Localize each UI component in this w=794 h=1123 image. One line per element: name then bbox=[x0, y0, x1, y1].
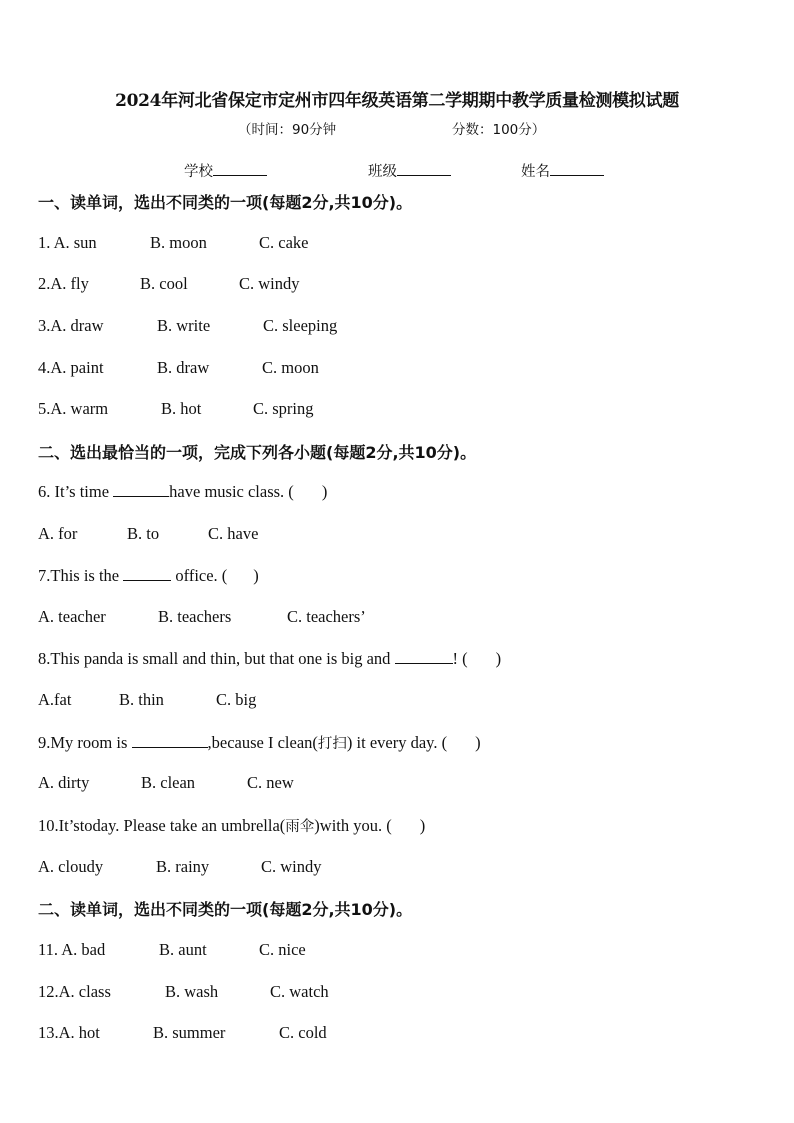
q11-option-a: 11. A. bad bbox=[38, 940, 106, 959]
name-field bbox=[521, 160, 604, 181]
q1-option-c: C. cake bbox=[259, 233, 309, 252]
section-1-heading: 一、读单词，选出不同类的一项(每题2分,共10分)。 bbox=[38, 193, 413, 212]
q10-chinese-hint: 雨伞 bbox=[285, 819, 315, 835]
q8-end: ) bbox=[495, 649, 502, 668]
name-label: 姓名 bbox=[521, 164, 550, 180]
q11-option-c: C. nice bbox=[259, 940, 306, 959]
q7-option-a: A. teacher bbox=[38, 607, 106, 626]
q4-option-c: C. moon bbox=[262, 358, 319, 377]
q9-option-b: B. clean bbox=[141, 773, 196, 792]
q10-option-a: A. cloudy bbox=[38, 857, 104, 876]
q4-option-b: B. draw bbox=[157, 358, 210, 377]
q7-option-c: C. teachers’ bbox=[287, 607, 366, 626]
q3-option-a: 3.A. draw bbox=[38, 316, 104, 335]
q9-blank[interactable] bbox=[132, 733, 208, 748]
q6-end: ) bbox=[321, 482, 328, 501]
q7-post: office. ( bbox=[175, 566, 228, 585]
page-title: 2024年河北省保定市定州市四年级英语第二学期期中教学质量检测模拟试题 bbox=[115, 91, 679, 111]
q13-option-a: 13.A. hot bbox=[38, 1023, 100, 1042]
q10-option-b: B. rainy bbox=[156, 857, 210, 876]
q5-option-b: B. hot bbox=[161, 399, 202, 418]
q6-post: have music class. ( bbox=[169, 482, 294, 501]
q2-option-a: 2.A. fly bbox=[38, 274, 89, 293]
q8-blank[interactable] bbox=[395, 649, 453, 664]
total-score: 分数：100分） bbox=[452, 122, 546, 138]
school-field bbox=[184, 160, 267, 181]
q7-pre: 7.This is the bbox=[38, 566, 120, 585]
q6-option-c: C. have bbox=[208, 524, 259, 543]
q10-stem bbox=[38, 815, 425, 836]
q8-option-c: C. big bbox=[216, 690, 257, 709]
q11-option-b: B. aunt bbox=[159, 940, 207, 959]
q12-option-c: C. watch bbox=[270, 982, 329, 1001]
section-2-heading: 二、选出最恰当的一项，完成下列各小题(每题2分,共10分)。 bbox=[38, 443, 477, 462]
q12-option-a: 12.A. class bbox=[38, 982, 111, 1001]
q6-option-a: A. for bbox=[38, 524, 78, 543]
q12-option-b: B. wash bbox=[165, 982, 219, 1001]
q9-pre: 9.My room is bbox=[38, 733, 128, 752]
q9-post: ) it every day. ( bbox=[346, 733, 448, 752]
q1-option-b: B. moon bbox=[150, 233, 207, 252]
q13-option-c: C. cold bbox=[279, 1023, 327, 1042]
q10-end: ) bbox=[419, 816, 426, 835]
q10-option-c: C. windy bbox=[261, 857, 322, 876]
q13-option-b: B. summer bbox=[153, 1023, 226, 1042]
q4-option-a: 4.A. paint bbox=[38, 358, 104, 377]
q1-option-a: 1. A. sun bbox=[38, 233, 97, 252]
q10-post: )with you. ( bbox=[314, 816, 392, 835]
q8-option-a: A.fat bbox=[38, 690, 72, 709]
section-3-heading: 二、读单词，选出不同类的一项(每题2分,共10分)。 bbox=[38, 900, 413, 919]
q9-chinese-hint: 打扫 bbox=[317, 736, 347, 752]
q5-option-c: C. spring bbox=[253, 399, 314, 418]
class-blank[interactable] bbox=[397, 161, 451, 176]
q8-option-b: B. thin bbox=[119, 690, 164, 709]
q6-blank[interactable] bbox=[113, 482, 169, 497]
q2-option-b: B. cool bbox=[140, 274, 188, 293]
q9-end: ) bbox=[475, 733, 481, 752]
q7-blank[interactable] bbox=[123, 566, 171, 581]
school-blank[interactable] bbox=[213, 161, 267, 176]
q8-pre: 8.This panda is small and thin, but that one is big and bbox=[38, 649, 391, 668]
q8-post: ! ( bbox=[452, 649, 468, 668]
time-limit: （时间：90分钟 bbox=[238, 122, 337, 138]
q9-option-a: A. dirty bbox=[38, 773, 90, 792]
q3-option-c: C. sleeping bbox=[263, 316, 338, 335]
name-blank[interactable] bbox=[550, 161, 604, 176]
q2-option-c: C. windy bbox=[239, 274, 300, 293]
q3-option-b: B. write bbox=[157, 316, 211, 335]
q6-option-b: B. to bbox=[127, 524, 160, 543]
q5-option-a: 5.A. warm bbox=[38, 399, 109, 418]
q7-stem bbox=[38, 566, 259, 586]
q9-option-c: C. new bbox=[247, 773, 294, 792]
class-label: 班级 bbox=[368, 164, 397, 180]
q8-stem bbox=[38, 649, 501, 669]
q6-pre: 6. It’s time bbox=[38, 482, 110, 501]
q10-pre: 10.It’stoday. Please take an umbrella( bbox=[38, 816, 286, 835]
q6-stem bbox=[38, 482, 327, 502]
school-label: 学校 bbox=[184, 164, 213, 180]
q9-stem bbox=[38, 732, 481, 753]
q9-mid: ,because I clean( bbox=[207, 733, 318, 752]
q7-option-b: B. teachers bbox=[158, 607, 232, 626]
class-field bbox=[368, 160, 451, 181]
q7-end: ) bbox=[253, 566, 259, 585]
